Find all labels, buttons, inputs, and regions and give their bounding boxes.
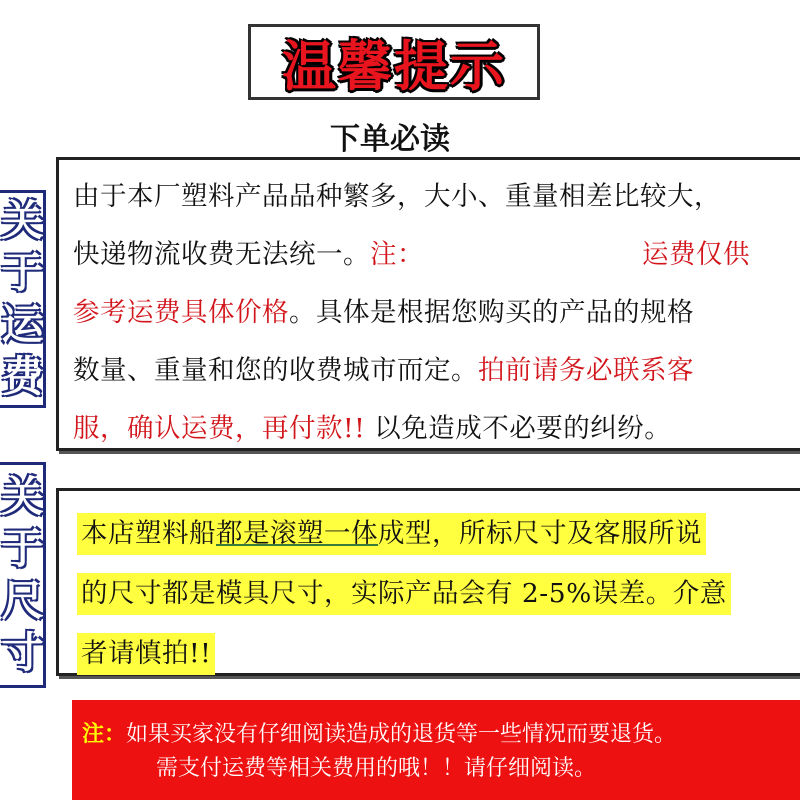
side-label-char: 关 (1, 196, 42, 245)
return-policy-line-2: 需支付运费等相关费用的哦！！请仔细阅读。 (156, 756, 597, 781)
size-line-2 (77, 567, 800, 627)
shipping-line-1 (73, 168, 800, 226)
page-title: 温馨提示 (282, 34, 506, 98)
side-label-char: 尺 (1, 576, 42, 625)
size-line-1 (77, 507, 800, 567)
shipping-red-text: 运费仅供 (642, 239, 750, 270)
shipping-red-text: 服，确认运费，再付款!! (73, 413, 366, 444)
size-line-3 (77, 627, 800, 687)
shipping-text: 快递物流收费无法统一。 (73, 239, 370, 270)
return-policy-text: 如果买家没有仔细阅读造成的退货等一些情况而要退货。 (126, 722, 677, 747)
side-label-char: 寸 (1, 628, 42, 677)
shipping-text: 由于本厂塑料产品品种繁多，大小、重量相差比较大， (73, 181, 721, 212)
shipping-line-5 (73, 400, 800, 458)
shipping-line-2 (73, 226, 800, 284)
return-policy-line-1 (82, 718, 800, 752)
size-notice-box (56, 488, 800, 676)
title-banner (248, 24, 540, 100)
shipping-line-3 (73, 284, 800, 342)
highlighted-text (77, 513, 706, 555)
shipping-red-text: 拍前请务必联系客 (478, 355, 694, 386)
shipping-red-text: 参考运费具体价格 (73, 297, 289, 328)
page-subtitle: 下单必读 (330, 122, 450, 157)
side-label-size (0, 462, 46, 688)
shipping-text: 数量、重量和您的收费城市而定。 (73, 355, 478, 386)
side-label-char: 费 (1, 352, 42, 401)
shipping-text: 。具体是根据您购买的产品的规格 (289, 297, 694, 328)
shipping-text: 以免造成不必要的纠纷。 (365, 413, 672, 444)
highlighted-text: 者请慎拍!! (77, 633, 215, 675)
side-label-char: 关 (1, 472, 42, 521)
side-label-char: 运 (1, 300, 42, 349)
return-policy-banner (72, 700, 800, 800)
side-label-shipping (0, 190, 46, 408)
side-label-char: 于 (1, 524, 42, 573)
shipping-note-label: 注： (370, 239, 424, 270)
note-label: 注： (82, 722, 127, 747)
side-label-char: 于 (1, 248, 42, 297)
shipping-notice-box (56, 157, 800, 451)
shipping-line-4 (73, 342, 800, 400)
size-text: 成型，所标尺寸及客服所说 (378, 518, 702, 549)
highlighted-text: 的尺寸都是模具尺寸，实际产品会有 2-5%误差。介意 (77, 573, 731, 615)
size-text: 本店塑料船 (81, 518, 216, 549)
size-underlined-text: 都是滚塑一体 (216, 518, 378, 549)
